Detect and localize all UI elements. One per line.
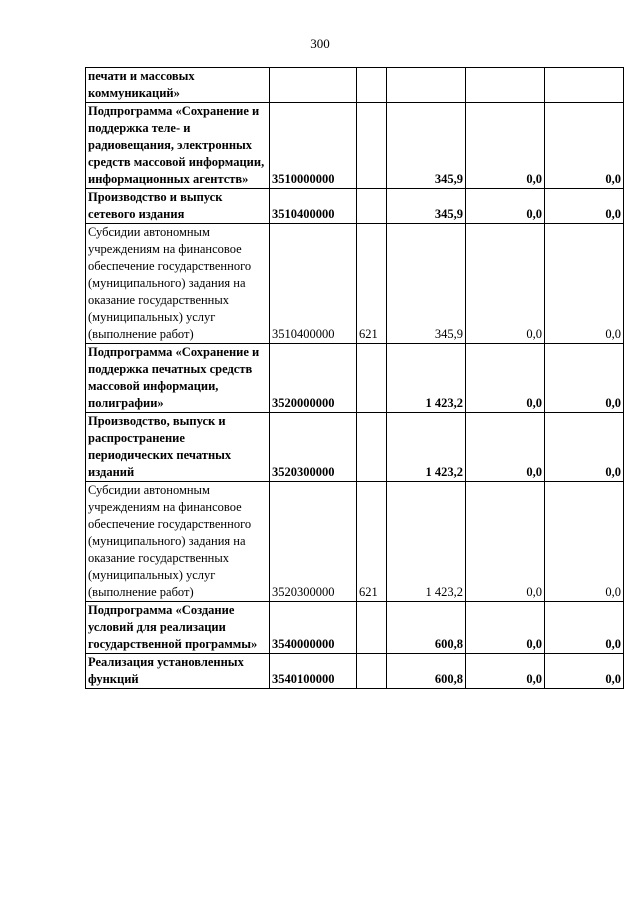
page-number: 300 bbox=[310, 36, 330, 51]
row-code: 3510400000 bbox=[270, 189, 357, 224]
table-row bbox=[86, 654, 624, 689]
row-value-3: 0,0 bbox=[545, 344, 624, 413]
row-name: Субсидии автономным учреждениям на финансовое обеспечение государственного (муниципального) задания на оказание государственных (муниципальных) услуг (выполнение работ) bbox=[86, 482, 270, 602]
table-row bbox=[86, 482, 624, 602]
row-value-2: 0,0 bbox=[466, 189, 545, 224]
row-expense-type bbox=[357, 103, 387, 189]
row-value-1: 345,9 bbox=[387, 224, 466, 344]
row-value-1: 1 423,2 bbox=[387, 482, 466, 602]
row-value-3: 0,0 bbox=[545, 224, 624, 344]
table-row bbox=[86, 413, 624, 482]
row-value-2: 0,0 bbox=[466, 482, 545, 602]
row-name: Субсидии автономным учреждениям на финансовое обеспечение государственного (муниципального) задания на оказание государственных (муниципальных) услуг (выполнение работ) bbox=[86, 224, 270, 344]
row-value-3: 0,0 bbox=[545, 189, 624, 224]
row-value-1: 345,9 bbox=[387, 103, 466, 189]
row-value-3 bbox=[545, 68, 624, 103]
row-name: Подпрограмма «Создание условий для реализации государственной программы» bbox=[86, 602, 270, 654]
row-value-2: 0,0 bbox=[466, 602, 545, 654]
table-row bbox=[86, 602, 624, 654]
row-value-1: 600,8 bbox=[387, 602, 466, 654]
row-expense-type bbox=[357, 654, 387, 689]
table-row bbox=[86, 189, 624, 224]
row-expense-type bbox=[357, 344, 387, 413]
row-value-3: 0,0 bbox=[545, 482, 624, 602]
row-value-1: 345,9 bbox=[387, 189, 466, 224]
row-code bbox=[270, 68, 357, 103]
row-value-3: 0,0 bbox=[545, 413, 624, 482]
row-expense-type bbox=[357, 68, 387, 103]
row-name: Производство и выпуск сетевого издания bbox=[86, 189, 270, 224]
row-code: 3520000000 bbox=[270, 344, 357, 413]
row-value-2: 0,0 bbox=[466, 344, 545, 413]
row-expense-type: 621 bbox=[357, 224, 387, 344]
row-code: 3520300000 bbox=[270, 413, 357, 482]
row-name: Производство, выпуск и распространение периодических печатных изданий bbox=[86, 413, 270, 482]
row-value-2: 0,0 bbox=[466, 103, 545, 189]
row-name: Реализация установленных функций bbox=[86, 654, 270, 689]
row-code: 3510400000 bbox=[270, 224, 357, 344]
row-value-1: 600,8 bbox=[387, 654, 466, 689]
row-name: печати и массовых коммуникаций» bbox=[86, 68, 270, 103]
row-expense-type bbox=[357, 413, 387, 482]
row-value-2 bbox=[466, 68, 545, 103]
row-value-3: 0,0 bbox=[545, 654, 624, 689]
row-value-2: 0,0 bbox=[466, 413, 545, 482]
table-row bbox=[86, 103, 624, 189]
budget-table bbox=[85, 67, 624, 689]
row-name: Подпрограмма «Сохранение и поддержка теле- и радиовещания, электронных средств массовой информации, информационных агентств» bbox=[86, 103, 270, 189]
table-row bbox=[86, 68, 624, 103]
row-value-1: 1 423,2 bbox=[387, 344, 466, 413]
row-expense-type bbox=[357, 602, 387, 654]
row-value-1: 1 423,2 bbox=[387, 413, 466, 482]
row-code: 3540100000 bbox=[270, 654, 357, 689]
row-name: Подпрограмма «Сохранение и поддержка печатных средств массовой информации, полиграфии» bbox=[86, 344, 270, 413]
row-code: 3510000000 bbox=[270, 103, 357, 189]
row-value-1 bbox=[387, 68, 466, 103]
row-value-3: 0,0 bbox=[545, 602, 624, 654]
row-value-3: 0,0 bbox=[545, 103, 624, 189]
row-value-2: 0,0 bbox=[466, 224, 545, 344]
row-expense-type: 621 bbox=[357, 482, 387, 602]
row-value-2: 0,0 bbox=[466, 654, 545, 689]
row-expense-type bbox=[357, 189, 387, 224]
table-row bbox=[86, 344, 624, 413]
row-code: 3540000000 bbox=[270, 602, 357, 654]
table-row bbox=[86, 224, 624, 344]
row-code: 3520300000 bbox=[270, 482, 357, 602]
